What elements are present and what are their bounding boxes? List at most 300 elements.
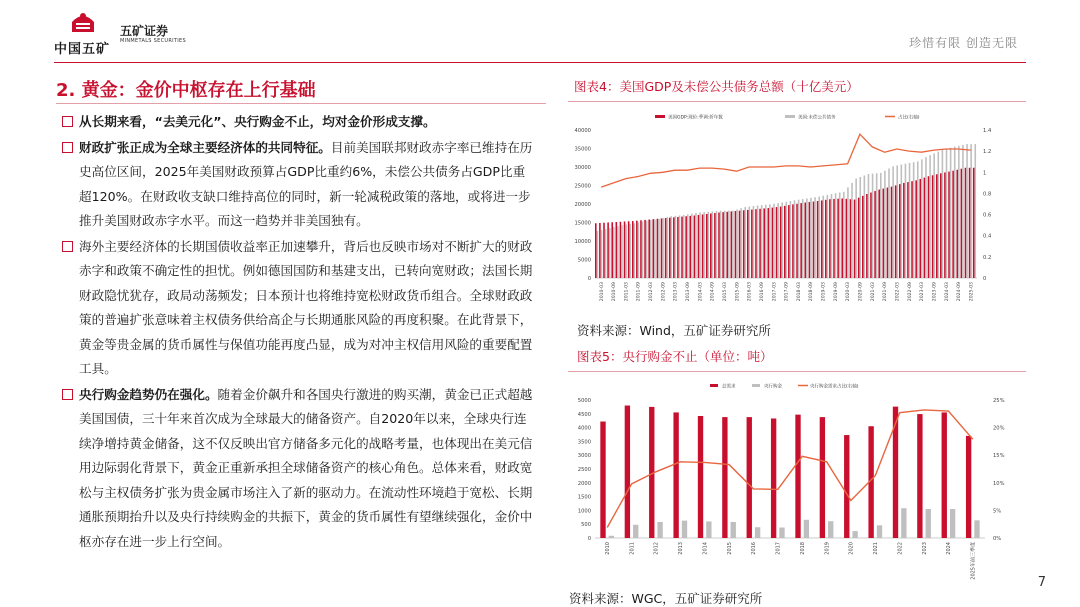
- total-demand-bar: [600, 422, 605, 538]
- y2-tick-label: 10%: [993, 480, 1005, 487]
- debt-bar: [740, 208, 742, 278]
- debt-bar: [629, 224, 631, 278]
- gdp-bar: [940, 173, 942, 278]
- x-tick-label: 2014-09: [710, 282, 716, 302]
- debt-bar: [933, 153, 935, 278]
- debt-bar: [658, 219, 660, 278]
- central-bank-bar: [974, 520, 979, 538]
- gdp-bar: [603, 223, 605, 278]
- debt-bar: [753, 206, 755, 278]
- chart4-source: 资料来源：Wind，五矿证券研究所: [577, 323, 771, 338]
- debt-bar: [732, 211, 734, 278]
- minmetals-logo-icon: [70, 8, 96, 34]
- debt-bar: [707, 212, 709, 278]
- y-tick-label: 1000: [577, 508, 591, 515]
- total-demand-bar: [625, 406, 630, 538]
- x-tick-label: 2014: [702, 542, 709, 555]
- debt-bar: [798, 200, 800, 278]
- debt-bar: [843, 192, 845, 278]
- total-demand-bar: [698, 416, 703, 538]
- gdp-bar: [837, 199, 839, 278]
- x-tick-label: 2021: [873, 542, 880, 555]
- central-bank-bar: [926, 509, 931, 538]
- debt-bar: [625, 224, 627, 278]
- debt-bar: [818, 197, 820, 278]
- gdp-bar: [948, 172, 950, 278]
- debt-bar: [880, 173, 882, 278]
- legend-swatch: [785, 115, 795, 118]
- gdp-bar: [817, 201, 819, 278]
- paragraph: [79, 136, 534, 234]
- y2-tick-label: 0.4: [983, 233, 992, 240]
- x-tick-label: 2022-03: [895, 282, 901, 302]
- gdp-bar: [669, 218, 671, 278]
- debt-bar: [687, 214, 689, 278]
- gdp-bar: [620, 222, 622, 278]
- x-tick-label: 2016-09: [759, 282, 765, 302]
- gdp-bar: [624, 222, 626, 278]
- gdp-bar: [846, 199, 848, 278]
- x-tick-label: 2023-03: [920, 282, 926, 302]
- bullet-square-icon: [62, 116, 73, 127]
- title-underline: [56, 103, 546, 104]
- debt-bar: [872, 174, 874, 278]
- y2-tick-label: 0.2: [983, 254, 992, 261]
- header-divider: [54, 62, 1026, 63]
- x-tick-label: 2018-03: [796, 282, 802, 302]
- debt-bar: [642, 222, 644, 278]
- debt-bar: [634, 223, 636, 278]
- bullet-square-icon: [62, 142, 73, 153]
- paragraph-text: 目前美国联邦财政赤字率已维持在历史高位区间，2025年美国财政预算占GDP比重约6%，未偿公共债务占GDP比重超120%。在财政收支缺口维持高位的同时，新一轮减税政策的落地，或将进一步推升美国财政赤字水平。而这一趋势并非美国独有。: [79, 139, 533, 228]
- gdp-bar: [657, 219, 659, 278]
- debt-bar: [962, 145, 964, 278]
- gdp-bar: [850, 199, 852, 278]
- y-tick-label: 35000: [574, 146, 591, 153]
- gdp-bar: [685, 216, 687, 278]
- y-tick-label: 10000: [574, 239, 591, 245]
- x-tick-label: 2018-09: [809, 282, 815, 302]
- y2-tick-label: 15%: [993, 453, 1005, 460]
- gdp-bar: [944, 172, 946, 278]
- debt-bar: [847, 187, 849, 278]
- gdp-bar: [755, 209, 757, 278]
- gdp-bar: [747, 210, 749, 278]
- paragraph-text: 海外主要经济体的长期国债收益率正加速攀升，背后也反映市场对不断扩大的财政赤字和政策不确定性的担忧。例如德国国防和基建支出，已转向宽财政；法国长期财政隐忧犹存，政局动荡频发；日本预计也将维持宽松财政货币组合。全球财政政策的普遍扩张意味着主权债务供给高企与长期通胀风险的再度积聚。在此背景下，黄金等贵金属的货币属性与保值功能再度凸显，成为对冲主权信用风险的重要配置工具。: [79, 238, 533, 376]
- paragraph: [79, 110, 534, 135]
- x-tick-label: 2019-03: [821, 282, 827, 302]
- x-tick-label: 2013-03: [673, 282, 679, 302]
- central-bank-bar: [682, 521, 687, 538]
- page-number: 7: [1037, 575, 1046, 590]
- debt-bar: [597, 231, 599, 278]
- debt-bar: [859, 177, 861, 278]
- gdp-bar: [739, 211, 741, 278]
- debt-bar: [814, 197, 816, 278]
- debt-bar: [781, 203, 783, 278]
- y-tick-label: 20000: [574, 202, 591, 208]
- total-demand-bar: [722, 417, 727, 538]
- debt-bar: [864, 176, 866, 278]
- x-tick-label: 2018: [799, 542, 806, 555]
- y2-tick-label: 25%: [993, 398, 1005, 404]
- gdp-bar: [632, 221, 634, 278]
- y-tick-label: 3000: [577, 453, 591, 460]
- debt-bar: [703, 212, 705, 278]
- total-demand-bar: [844, 435, 849, 538]
- bullet-square-icon: [62, 241, 73, 252]
- central-bank-bar: [731, 522, 736, 538]
- gdp-bar: [841, 198, 843, 278]
- gdp-bar: [870, 193, 872, 278]
- gdp-bar: [763, 208, 765, 278]
- y-tick-label: 30000: [574, 165, 591, 171]
- total-demand-bar: [795, 415, 800, 538]
- bullet-square-icon: [62, 389, 73, 400]
- gdp-bar: [854, 200, 856, 278]
- total-demand-bar: [747, 417, 752, 538]
- debt-bar: [671, 216, 673, 278]
- central-bank-bar: [852, 531, 857, 538]
- legend-label: 美国GDP:现价:季调:折年数: [668, 115, 723, 121]
- debt-bar: [958, 146, 960, 278]
- gdp-bar: [780, 207, 782, 278]
- debt-bar: [609, 228, 611, 278]
- y2-tick-label: 1.4: [983, 128, 992, 134]
- y-tick-label: 3500: [577, 439, 591, 446]
- gdp-bar: [611, 222, 613, 278]
- x-tick-label: 2010-09: [612, 282, 618, 302]
- y2-tick-label: 1.2: [983, 149, 992, 156]
- y2-tick-label: 20%: [993, 425, 1005, 432]
- gdp-bar: [858, 198, 860, 278]
- debt-bar: [868, 174, 870, 278]
- central-bank-bar: [755, 527, 760, 538]
- x-tick-label: 2012: [653, 542, 660, 555]
- gdp-bar: [743, 210, 745, 278]
- gdp-bar: [928, 176, 930, 278]
- y-tick-label: 4500: [577, 411, 591, 418]
- central-bank-bar: [633, 525, 638, 538]
- gdp-bar: [636, 221, 638, 278]
- debt-bar: [728, 211, 730, 278]
- total-demand-bar: [966, 436, 971, 538]
- debt-bar: [966, 144, 968, 278]
- total-demand-bar: [820, 417, 825, 538]
- x-tick-label: 2021-09: [883, 282, 889, 302]
- debt-bar: [790, 201, 792, 278]
- debt-bar: [699, 213, 701, 278]
- ratio-line: [601, 134, 971, 187]
- gdp-bar: [883, 189, 885, 278]
- debt-bar: [839, 193, 841, 278]
- debt-bar: [769, 204, 771, 278]
- gdp-bar: [788, 205, 790, 278]
- debt-bar: [876, 173, 878, 278]
- y-tick-label: 15000: [574, 220, 591, 227]
- x-tick-label: 2013: [678, 542, 685, 555]
- x-tick-label: 2023: [921, 542, 928, 555]
- debt-bar: [810, 198, 812, 278]
- gdp-bar: [706, 214, 708, 278]
- y-tick-label: 500: [581, 522, 591, 529]
- total-demand-bar: [893, 407, 898, 538]
- page-header: [0, 0, 1080, 64]
- x-tick-label: 2020-09: [858, 282, 864, 302]
- gdp-bar: [973, 168, 975, 278]
- legend-label: 总需求: [722, 384, 736, 390]
- debt-bar: [925, 157, 927, 278]
- total-demand-bar: [917, 414, 922, 538]
- gdp-bar: [702, 214, 704, 278]
- gdp-bar: [694, 215, 696, 278]
- debt-bar: [909, 163, 911, 278]
- paragraph-lead: 从长期来看，“去美元化”、央行购金不止，均对金价形成支撑。: [79, 114, 436, 129]
- y-tick-label: 25000: [574, 183, 591, 190]
- debt-bar: [917, 161, 919, 278]
- gdp-bar: [714, 213, 716, 278]
- securities-brand-en: MINMETALS SECURITIES: [120, 38, 186, 44]
- gdp-bar: [768, 208, 770, 278]
- gdp-bar: [772, 208, 774, 278]
- gdp-bar: [698, 215, 700, 278]
- x-tick-label: 2012-03: [649, 282, 655, 302]
- x-tick-label: 2022-09: [907, 282, 913, 302]
- total-demand-bar: [771, 418, 776, 538]
- debt-bar: [683, 215, 685, 278]
- debt-bar: [691, 214, 693, 278]
- x-tick-label: 2025-03: [969, 282, 975, 302]
- debt-bar: [716, 211, 718, 278]
- debt-bar: [835, 193, 837, 278]
- gdp-bar: [829, 199, 831, 278]
- debt-bar: [712, 211, 714, 278]
- gdp-bar: [899, 184, 901, 278]
- debt-bar: [601, 230, 603, 278]
- central-bank-bar: [877, 525, 882, 538]
- debt-bar: [794, 200, 796, 278]
- gdp-bar: [776, 207, 778, 278]
- body-text: [79, 110, 534, 555]
- debt-bar: [617, 226, 619, 278]
- gdp-bar: [661, 218, 663, 278]
- y-tick-label: 5000: [577, 257, 591, 264]
- legend-swatch: [710, 384, 718, 387]
- gdp-bar: [924, 178, 926, 278]
- debt-bar: [662, 218, 664, 278]
- debt-bar: [777, 203, 779, 278]
- x-tick-label: 2015-03: [722, 282, 728, 302]
- debt-bar: [654, 219, 656, 278]
- x-tick-label: 2015: [726, 542, 733, 555]
- x-tick-label: 2022: [897, 542, 904, 555]
- x-tick-label: 2010: [604, 542, 611, 555]
- gdp-bar: [681, 217, 683, 278]
- legend-swatch: [752, 384, 760, 387]
- gdp-bar: [710, 213, 712, 278]
- y-tick-label: 40000: [574, 128, 591, 134]
- x-tick-label: 2024-03: [944, 282, 950, 302]
- x-tick-label: 2020: [848, 542, 855, 555]
- gdp-bar: [809, 202, 811, 278]
- debt-bar: [888, 168, 890, 278]
- x-tick-label: 2016: [751, 542, 758, 555]
- y2-tick-label: 5%: [993, 508, 1002, 515]
- gdp-bar: [792, 204, 794, 278]
- debt-bar: [765, 205, 767, 278]
- gdp-bar: [722, 212, 724, 278]
- debt-bar: [638, 222, 640, 278]
- debt-bar: [905, 164, 907, 278]
- x-tick-label: 2025年前三季度: [970, 542, 977, 580]
- y2-tick-label: 0.8: [983, 191, 992, 198]
- central-bank-bar: [804, 520, 809, 538]
- debt-bar: [724, 211, 726, 278]
- securities-brand-cn: 五矿证券: [120, 24, 169, 38]
- debt-bar: [827, 195, 829, 278]
- gdp-bar: [628, 221, 630, 278]
- gdp-bar: [751, 210, 753, 278]
- central-bank-bar: [901, 508, 906, 538]
- gdp-bar: [915, 180, 917, 278]
- gdp-bar: [640, 220, 642, 278]
- gdp-bar: [731, 211, 733, 278]
- legend-label: 央行购金需求占比(右轴): [810, 384, 859, 390]
- debt-bar: [974, 144, 976, 278]
- central-bank-bar: [609, 536, 614, 538]
- gdp-bar: [616, 222, 618, 278]
- debt-bar: [786, 202, 788, 278]
- brand-name: 中国五矿: [54, 42, 111, 57]
- gdp-bar: [874, 191, 876, 278]
- debt-bar: [757, 205, 759, 278]
- debt-bar: [605, 229, 607, 278]
- debt-bar: [675, 216, 677, 278]
- gdp-bar: [677, 217, 679, 278]
- gdp-bar: [961, 169, 963, 278]
- x-tick-label: 2012-09: [661, 282, 667, 302]
- debt-bar: [954, 147, 956, 278]
- debt-bar: [831, 194, 833, 278]
- central-bank-bar: [706, 521, 711, 538]
- debt-bar: [802, 199, 804, 278]
- chart5-title-underline: [568, 371, 1026, 372]
- x-tick-label: 2020-03: [846, 282, 852, 302]
- gdp-bar: [821, 200, 823, 278]
- debt-bar: [921, 159, 923, 278]
- debt-bar: [938, 152, 940, 278]
- gdp-bar: [653, 219, 655, 278]
- gdp-bar: [907, 182, 909, 278]
- chart5-title: 图表5：央行购金不止（单位：吨）: [577, 349, 773, 364]
- gdp-bar: [607, 223, 609, 279]
- paragraph-text: 随着金价飙升和各国央行激进的购买潮，黄金已正式超越美国国债，三十年来首次成为全球最大的储备资产。自2020年以来，全球央行连续净增持黄金储备，这不仅反映出官方储备多元化的战略考量，也体现出在美元信用边际弱化背景下，黄金正重新承担全球储备资产的核心角色。总体来看，财政宽松与主权债务扩张为贵金属市场注入了新的驱动力。在流动性环境趋于宽松、长期通胀预期抬升以及央行持续购金的共振下，黄金的货币属性有望继续强化，金价中枢亦存在进一步上行空间。: [79, 386, 533, 549]
- legend-label: 美国:未偿公共债务: [798, 115, 836, 121]
- gdp-bar: [804, 203, 806, 278]
- gdp-bar: [599, 223, 601, 278]
- debt-bar: [650, 220, 652, 278]
- total-demand-bar: [942, 412, 947, 538]
- gdp-bar: [887, 188, 889, 278]
- central-bank-bar: [779, 528, 784, 538]
- debt-bar: [855, 178, 857, 278]
- debt-bar: [646, 221, 648, 278]
- debt-bar: [946, 149, 948, 278]
- y-tick-label: 0: [587, 276, 591, 282]
- debt-bar: [942, 150, 944, 278]
- gdp-bar: [952, 171, 954, 278]
- paragraph: [79, 383, 534, 555]
- debt-bar: [695, 213, 697, 278]
- gdp-bar: [919, 179, 921, 278]
- gdp-bar: [595, 223, 597, 278]
- x-tick-label: 2011-09: [636, 282, 642, 302]
- gdp-bar: [759, 209, 761, 278]
- y2-tick-label: 0: [983, 276, 987, 282]
- total-demand-bar: [673, 412, 678, 538]
- paragraph: [79, 235, 534, 382]
- debt-bar: [621, 225, 623, 278]
- chart4-title-underline: [568, 101, 1026, 102]
- debt-bar: [666, 217, 668, 278]
- gdp-bar: [956, 170, 958, 278]
- gdp-bar: [726, 212, 728, 278]
- y2-tick-label: 0%: [993, 536, 1002, 542]
- chart5-source: 资料来源：WGC，五矿证券研究所: [569, 591, 763, 606]
- paragraph-lead: 央行购金趋势仍在强化。: [79, 386, 218, 402]
- y-tick-label: 0: [587, 536, 591, 542]
- x-tick-label: 2014-03: [698, 282, 704, 302]
- x-tick-label: 2019-09: [833, 282, 839, 302]
- central-bank-bar: [657, 522, 662, 538]
- debt-bar: [613, 227, 615, 278]
- debt-bar: [970, 144, 972, 278]
- x-tick-label: 2017-09: [784, 282, 790, 302]
- gdp-bar: [644, 220, 646, 278]
- x-tick-label: 2019: [824, 542, 831, 555]
- gdp-bar: [813, 202, 815, 278]
- gdp-bar: [648, 220, 650, 278]
- x-tick-label: 2013-09: [686, 282, 692, 302]
- y-tick-label: 2500: [577, 467, 591, 473]
- slogan: 珍惜有限 创造无限: [909, 36, 1018, 50]
- x-tick-label: 2011-03: [624, 282, 630, 302]
- debt-bar: [806, 198, 808, 278]
- gdp-bar: [862, 196, 864, 278]
- y-tick-label: 5000: [577, 398, 591, 404]
- gdp-bar: [833, 199, 835, 278]
- gdp-bar: [911, 181, 913, 278]
- y2-tick-label: 1: [983, 170, 987, 177]
- legend-label: 央行购金: [764, 384, 782, 390]
- x-tick-label: 2010-03: [599, 282, 605, 302]
- gdp-bar: [936, 174, 938, 278]
- gdp-bar: [800, 203, 802, 278]
- debt-bar: [679, 215, 681, 278]
- debt-bar: [773, 204, 775, 278]
- x-tick-label: 2015-09: [735, 282, 741, 302]
- gdp-bar: [689, 216, 691, 278]
- legend-swatch: [655, 115, 665, 118]
- y2-tick-label: 0.6: [983, 212, 992, 219]
- debt-bar: [901, 165, 903, 278]
- debt-bar: [822, 196, 824, 278]
- legend-label: 占比(右轴): [898, 115, 920, 121]
- gdp-bar: [895, 185, 897, 278]
- x-tick-label: 2011: [629, 542, 636, 555]
- section-title: 2. 黄金：金价中枢存在上行基础: [56, 80, 316, 101]
- chart4-title: 图表4：美国GDP及未偿公共债务总额（十亿美元）: [574, 79, 859, 94]
